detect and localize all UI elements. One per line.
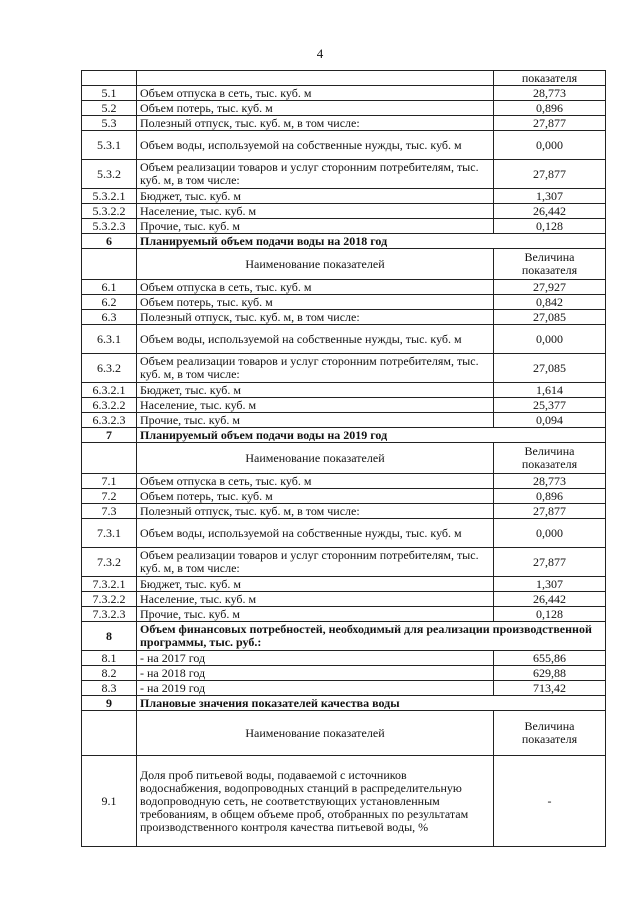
indicator-name: Объем воды, используемой на собственные нужды, тыс. куб. м	[137, 519, 494, 548]
indicator-name: Объем потерь, тыс. куб. м	[137, 295, 494, 310]
section-title: Планируемый объем подачи воды на 2018 год	[137, 234, 606, 249]
row-number: 8.3	[82, 681, 137, 696]
header-value: Величина показателя	[494, 443, 606, 474]
indicator-name: Население, тыс. куб. м	[137, 204, 494, 219]
row-number: 6.3.2.1	[82, 383, 137, 398]
indicator-name: Объем отпуска в сеть, тыс. куб. м	[137, 280, 494, 295]
continuation-row	[82, 71, 606, 86]
header-number-cell	[82, 249, 137, 280]
row-number: 5.3.2.1	[82, 189, 137, 204]
row-number: 8.2	[82, 666, 137, 681]
indicator-name: Бюджет, тыс. куб. м	[137, 189, 494, 204]
row-number: 5.3	[82, 116, 137, 131]
indicator-name: Объем реализации товаров и услуг сторонним потребителям, тыс. куб. м, в том числе:	[137, 354, 494, 383]
table-row	[82, 354, 606, 383]
row-number: 5.2	[82, 101, 137, 116]
table-row	[82, 519, 606, 548]
indicator-value: 0,094	[494, 413, 606, 428]
header-name: Наименование показателей	[137, 711, 494, 756]
section-number: 9	[82, 696, 137, 711]
indicator-value: 28,773	[494, 86, 606, 101]
column-header-row	[82, 711, 606, 756]
table-row	[82, 548, 606, 577]
section-row	[82, 622, 606, 651]
table-row	[82, 116, 606, 131]
table-row	[82, 160, 606, 189]
row-number: 5.3.1	[82, 131, 137, 160]
header-value: Величина показателя	[494, 711, 606, 756]
row-number: 7.3.2.2	[82, 592, 137, 607]
indicator-name: Объем реализации товаров и услуг сторонним потребителям, тыс. куб. м, в том числе:	[137, 160, 494, 189]
header-value: Величина показателя	[494, 249, 606, 280]
indicator-name: Прочие, тыс. куб. м	[137, 219, 494, 234]
indicator-value: 28,773	[494, 474, 606, 489]
table-row	[82, 398, 606, 413]
table-row	[82, 666, 606, 681]
section-row	[82, 696, 606, 711]
indicator-name: Объем потерь, тыс. куб. м	[137, 101, 494, 116]
indicator-value: 655,86	[494, 651, 606, 666]
row-number: 7.3.2	[82, 548, 137, 577]
section-row	[82, 234, 606, 249]
row-number: 5.1	[82, 86, 137, 101]
indicator-value: -	[494, 756, 606, 847]
indicator-value: 27,877	[494, 504, 606, 519]
indicator-value: 27,877	[494, 116, 606, 131]
section-number: 8	[82, 622, 137, 651]
indicator-name: Объем воды, используемой на собственные нужды, тыс. куб. м	[137, 131, 494, 160]
indicator-value: 26,442	[494, 204, 606, 219]
table-row	[82, 607, 606, 622]
indicator-name: Прочие, тыс. куб. м	[137, 413, 494, 428]
table-row	[82, 383, 606, 398]
indicator-name: Прочие, тыс. куб. м	[137, 607, 494, 622]
indicator-value: 0,128	[494, 219, 606, 234]
value-header-fragment: показателя	[494, 71, 606, 86]
number-cell	[82, 71, 137, 86]
table-row	[82, 413, 606, 428]
row-number: 7.1	[82, 474, 137, 489]
table-row	[82, 577, 606, 592]
indicator-value: 26,442	[494, 592, 606, 607]
row-number: 6.1	[82, 280, 137, 295]
row-number: 7.3	[82, 504, 137, 519]
row-number: 6.3.2	[82, 354, 137, 383]
section-title: Планируемый объем подачи воды на 2019 год	[137, 428, 606, 443]
row-number: 9.1	[82, 756, 137, 847]
table-row	[82, 219, 606, 234]
indicator-value: 0,000	[494, 519, 606, 548]
row-number: 6.3.1	[82, 325, 137, 354]
indicator-value: 27,877	[494, 548, 606, 577]
row-number: 8.1	[82, 651, 137, 666]
table-row	[82, 280, 606, 295]
section-number: 7	[82, 428, 137, 443]
table-row	[82, 189, 606, 204]
indicator-name: Объем воды, используемой на собственные нужды, тыс. куб. м	[137, 325, 494, 354]
indicator-value: 0,128	[494, 607, 606, 622]
page-number: 4	[316, 46, 324, 61]
row-number: 6.2	[82, 295, 137, 310]
indicator-value: 0,896	[494, 101, 606, 116]
indicator-name: - на 2017 год	[137, 651, 494, 666]
indicator-value: 25,377	[494, 398, 606, 413]
header-number-cell	[82, 443, 137, 474]
header-number-cell	[82, 711, 137, 756]
indicator-name: Объем потерь, тыс. куб. м	[137, 489, 494, 504]
column-header-row	[82, 443, 606, 474]
table-row	[82, 651, 606, 666]
indicator-name: Бюджет, тыс. куб. м	[137, 577, 494, 592]
indicator-value: 629,88	[494, 666, 606, 681]
indicator-name: Объем отпуска в сеть, тыс. куб. м	[137, 86, 494, 101]
indicator-value: 27,877	[494, 160, 606, 189]
section-title: Плановые значения показателей качества воды	[137, 696, 606, 711]
table-row	[82, 504, 606, 519]
indicator-name: Бюджет, тыс. куб. м	[137, 383, 494, 398]
table-row	[82, 681, 606, 696]
header-name: Наименование показателей	[137, 249, 494, 280]
table-row	[82, 474, 606, 489]
column-header-row	[82, 249, 606, 280]
indicator-value: 1,614	[494, 383, 606, 398]
indicator-name: Население, тыс. куб. м	[137, 398, 494, 413]
indicator-name: Полезный отпуск, тыс. куб. м, в том числе:	[137, 116, 494, 131]
row-number: 5.3.2	[82, 160, 137, 189]
indicator-name: - на 2019 год	[137, 681, 494, 696]
indicator-value: 0,842	[494, 295, 606, 310]
indicator-name: Полезный отпуск, тыс. куб. м, в том числе:	[137, 504, 494, 519]
section-row	[82, 428, 606, 443]
table-row	[82, 204, 606, 219]
indicator-name: Объем реализации товаров и услуг сторонним потребителям, тыс. куб. м, в том числе:	[137, 548, 494, 577]
row-number: 7.3.2.1	[82, 577, 137, 592]
table-row	[82, 592, 606, 607]
row-number: 5.3.2.3	[82, 219, 137, 234]
section-title: Объем финансовых потребностей, необходимый для реализации производственной программы, тыс. руб.:	[137, 622, 606, 651]
section-number: 6	[82, 234, 137, 249]
row-number: 6.3	[82, 310, 137, 325]
indicator-name: Население, тыс. куб. м	[137, 592, 494, 607]
indicator-value: 0,000	[494, 325, 606, 354]
row-number: 6.3.2.3	[82, 413, 137, 428]
table-row	[82, 101, 606, 116]
indicators-table	[81, 70, 606, 847]
indicator-name: Полезный отпуск, тыс. куб. м, в том числе:	[137, 310, 494, 325]
table-row	[82, 310, 606, 325]
header-name: Наименование показателей	[137, 443, 494, 474]
table-row	[82, 325, 606, 354]
indicator-value: 1,307	[494, 577, 606, 592]
indicator-value: 27,085	[494, 354, 606, 383]
indicator-name: Объем отпуска в сеть, тыс. куб. м	[137, 474, 494, 489]
table-row	[82, 131, 606, 160]
row-number: 7.3.1	[82, 519, 137, 548]
table-row	[82, 489, 606, 504]
indicator-name: - на 2018 год	[137, 666, 494, 681]
indicator-value: 0,000	[494, 131, 606, 160]
table-row	[82, 756, 606, 847]
indicator-value: 27,927	[494, 280, 606, 295]
table-row	[82, 86, 606, 101]
indicator-value: 713,42	[494, 681, 606, 696]
row-number: 5.3.2.2	[82, 204, 137, 219]
indicator-value: 1,307	[494, 189, 606, 204]
indicator-value: 0,896	[494, 489, 606, 504]
name-cell	[137, 71, 494, 86]
indicator-value: 27,085	[494, 310, 606, 325]
table-row	[82, 295, 606, 310]
row-number: 7.2	[82, 489, 137, 504]
indicator-name: Доля проб питьевой воды, подаваемой с источников водоснабжения, водопроводных станций в распределительную водопроводную сеть, не соответствующих установленным требованиям, в общем объеме проб, отобранных по результатам производственного контроля качества питьевой воды, %	[137, 756, 494, 847]
row-number: 7.3.2.3	[82, 607, 137, 622]
row-number: 6.3.2.2	[82, 398, 137, 413]
